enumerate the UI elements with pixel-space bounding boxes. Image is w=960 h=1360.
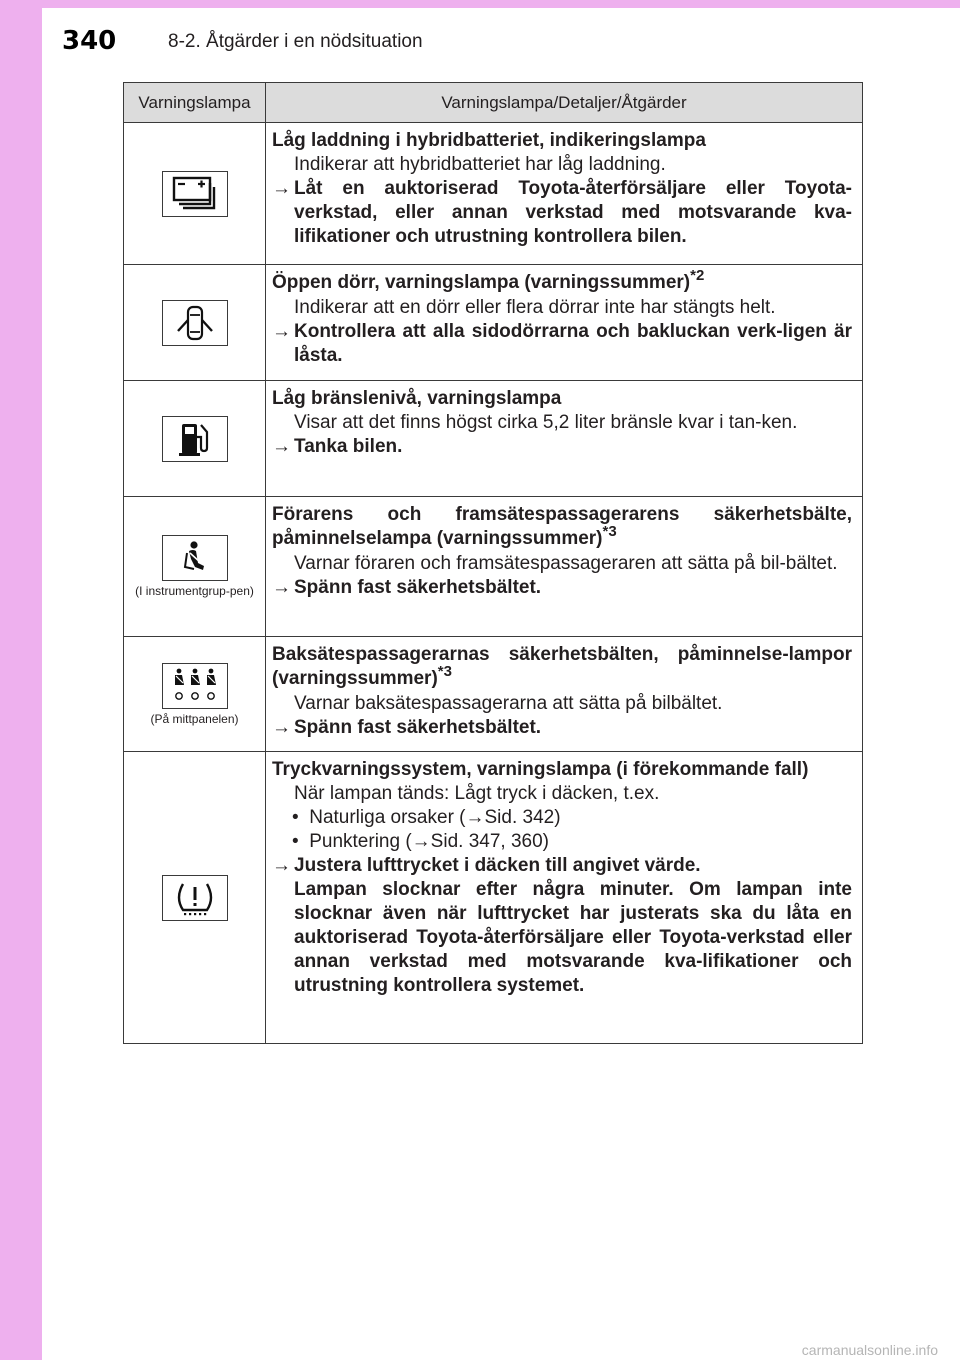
footnote-marker: *2: [690, 267, 705, 284]
rear-seatbelt-icon: [162, 663, 228, 709]
bullet-text: Punktering (: [309, 831, 412, 852]
lamp-action: [272, 320, 852, 368]
lamp-title-text: Baksätespassagerarnas säkerhetsbälten, påminnelse-lampor (varningssummer): [272, 644, 852, 689]
icon-cell: [124, 381, 266, 497]
action-text: Spänn fast säkerhetsbältet.: [294, 717, 542, 738]
lamp-description: Indikerar att en dörr eller flera dörrar inte har stängts helt.: [294, 297, 776, 318]
icon-cell: [124, 123, 266, 265]
column-header-details: Varningslampa/Detaljer/Åtgärder: [266, 83, 863, 123]
icon-caption: (På mittpanelen): [150, 711, 239, 726]
arrow-right-icon: →: [272, 178, 291, 199]
lamp-action: [272, 576, 852, 600]
action-text: Justera lufttrycket i däcken till angivet värde.: [294, 855, 701, 876]
footnote-marker: *3: [602, 523, 617, 540]
details-cell: [266, 497, 863, 637]
table-row: [124, 637, 863, 752]
lamp-title: [272, 267, 852, 296]
lamp-description: Varnar föraren och framsätespassageraren att sätta på bil-bältet.: [294, 553, 838, 574]
action-text: Tanka bilen.: [294, 436, 403, 457]
tire-pressure-icon: [162, 875, 228, 921]
lamp-title: [272, 503, 852, 552]
details-cell: [266, 637, 863, 752]
arrow-right-icon: →: [465, 807, 485, 828]
side-color-band: [0, 0, 42, 1360]
table-row: [124, 123, 863, 265]
table-row: [124, 381, 863, 497]
lamp-description: När lampan tänds: Lågt tryck i däcken, t.ex.: [294, 783, 660, 804]
details-cell: [266, 381, 863, 497]
icon-cell: [124, 497, 266, 637]
top-color-band: [0, 0, 960, 8]
arrow-right-icon: →: [272, 717, 291, 738]
icon-cell: [124, 637, 266, 752]
icon-cell: [124, 265, 266, 381]
details-cell: [266, 265, 863, 381]
action-text: Låt en auktoriserad Toyota-återförsäljare eller Toyota-verkstad, eller annan verkstad med motsvarande kva-lifikationer och utrustning kontrollera bilen.: [294, 178, 852, 247]
details-cell: [266, 752, 863, 1044]
table-header-row: [124, 83, 863, 123]
arrow-right-icon: →: [272, 436, 291, 457]
bullet-text: Naturliga orsaker (: [309, 807, 466, 828]
lamp-title-text: Förarens och framsätespassagerarens säkerhetsbälte, påminnelselampa (varningssummer): [272, 504, 852, 549]
lamp-action: [272, 716, 852, 740]
seatbelt-icon: [162, 535, 228, 581]
table-row: [124, 265, 863, 381]
lamp-description: Visar att det finns högst cirka 5,2 liter bränsle kvar i tan-ken.: [294, 412, 798, 433]
arrow-right-icon: →: [411, 831, 431, 852]
page-reference: Sid. 347, 360): [430, 831, 549, 852]
table-row: [124, 752, 863, 1044]
battery-icon: [162, 171, 228, 217]
open-door-icon: [162, 300, 228, 346]
action-text: Spänn fast säkerhetsbältet.: [294, 577, 542, 598]
section-title: 8-2. Åtgärder i en nödsituation: [168, 31, 423, 52]
arrow-right-icon: →: [272, 855, 291, 876]
list-item: [272, 830, 852, 854]
action-text: Kontrollera att alla sidodörrarna och bakluckan verk-ligen är låsta.: [294, 321, 852, 366]
lamp-action: [272, 177, 852, 249]
icon-caption: (I instrumentgrup-pen): [135, 584, 254, 598]
lamp-title-text: Öppen dörr, varningslampa (varningssummer): [272, 272, 691, 293]
footnote-marker: *3: [437, 663, 452, 680]
page-number: 340: [62, 26, 117, 56]
list-item: [272, 806, 852, 830]
lamp-title: Låg bränslenivå, varningslampa: [272, 388, 562, 409]
lamp-title: Tryckvarningssystem, varningslampa (i förekommande fall): [272, 759, 809, 780]
table-row: [124, 497, 863, 637]
arrow-right-icon: →: [272, 321, 291, 342]
lamp-description: Indikerar att hybridbatteriet har låg laddning.: [294, 154, 666, 175]
column-header-lamp: Varningslampa: [124, 83, 266, 123]
lamp-title: Låg laddning i hybridbatteriet, indikeringslampa: [272, 130, 706, 151]
lamp-title: [272, 643, 852, 692]
bullet-dot: •: [292, 831, 299, 852]
fuel-pump-icon: [162, 416, 228, 462]
lamp-action: [272, 854, 852, 878]
lamp-action-continued: Lampan slocknar efter några minuter. Om lampan inte slocknar även när lufttrycket har justerats ska du låta en auktoriserad Toyota-återförsäljare eller Toyota-verkstad eller annan verkstad med motsvarande kva-lifikationer och utrustning kontrollera systemet.: [294, 879, 852, 996]
icon-cell: [124, 752, 266, 1044]
lamp-description: Varnar baksätespassagerarna att sätta på bilbältet.: [294, 693, 723, 714]
page-reference: Sid. 342): [484, 807, 561, 828]
lamp-action: [272, 435, 852, 459]
details-cell: [266, 123, 863, 265]
watermark: carmanualsonline.info: [801, 1342, 938, 1358]
warning-lamp-table: [123, 82, 863, 1044]
arrow-right-icon: →: [272, 577, 291, 598]
bullet-dot: •: [292, 807, 299, 828]
